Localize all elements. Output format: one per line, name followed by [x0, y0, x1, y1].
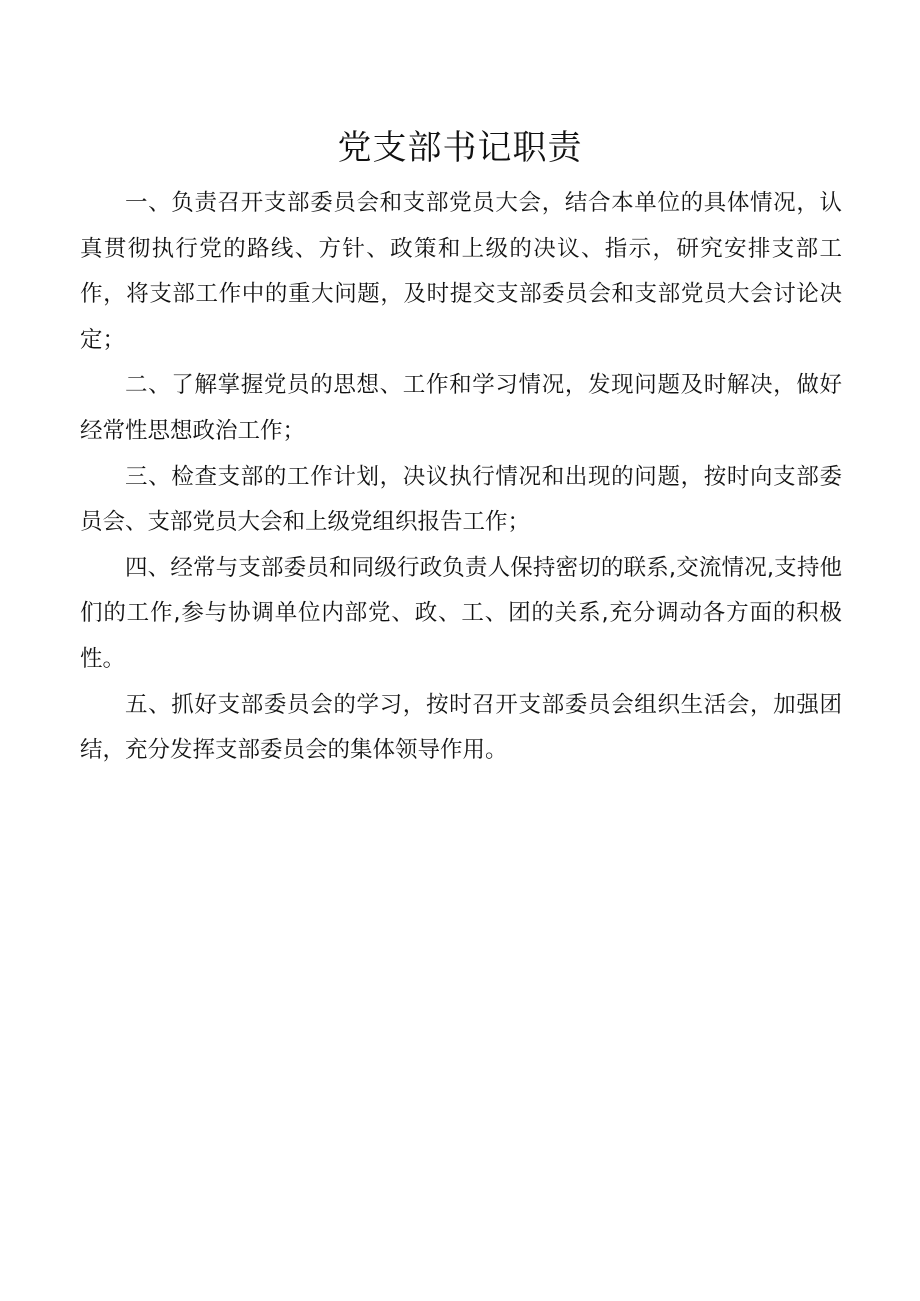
document-body	[80, 181, 842, 774]
document-title: 党支部书记职责	[337, 128, 583, 168]
duty-item-3: 三、检查支部的工作计划，决议执行情况和出现的问题，按时向支部委员会、支部党员大会和上级党组织报告工作；	[80, 463, 842, 536]
duty-item-1: 一、负责召开支部委员会和支部党员大会，结合本单位的具体情况，认真贯彻执行党的路线、方针、政策和上级的决议、指示，研究安排支部工作，将支部工作中的重大问题，及时提交支部委员会和支部党员大会讨论决定；	[80, 190, 842, 353]
duty-item-2: 二、了解掌握党员的思想、工作和学习情况，发现问题及时解决，做好经常性思想政治工作；	[80, 372, 842, 444]
duty-item-5: 五、抓好支部委员会的学习，按时召开支部委员会组织生活会，加强团结，充分发挥支部委员会的集体领导作用。	[80, 691, 842, 764]
duty-item-4: 四、经常与支部委员和同级行政负责人保持密切的联系,交流情况,支持他们的工作,参与协调单位内部党、政、工、团的关系,充分调动各方面的积极性。	[80, 554, 842, 672]
